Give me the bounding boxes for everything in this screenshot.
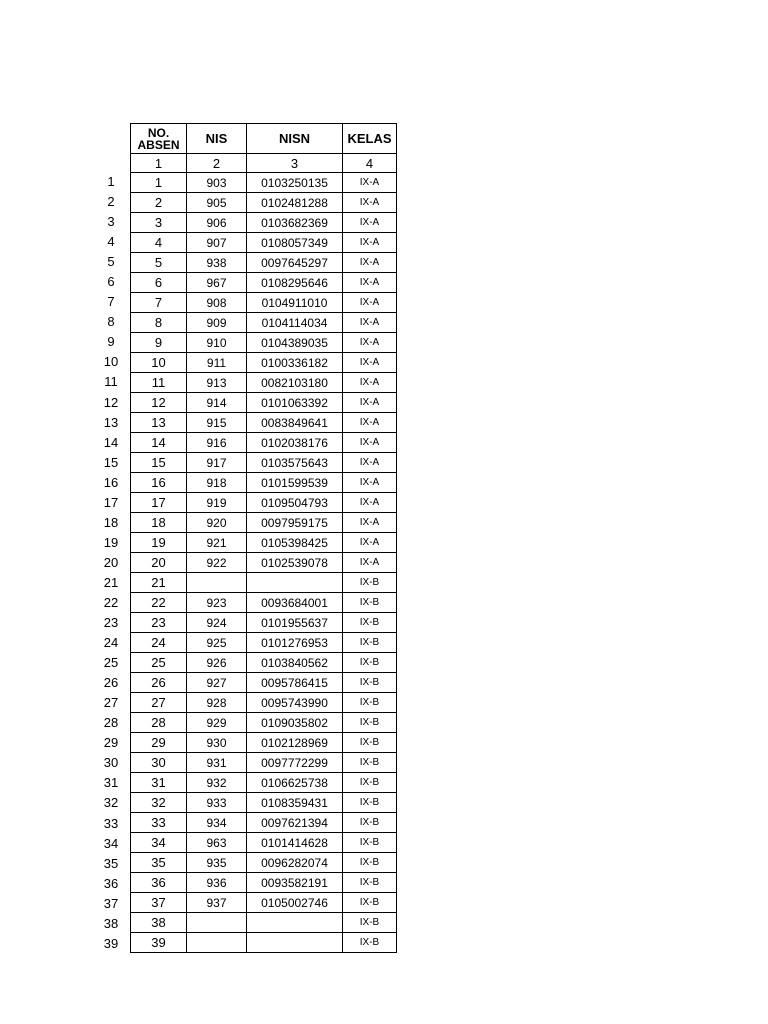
cell-no-absen: 21 <box>131 573 187 593</box>
column-number: 4 <box>343 154 397 173</box>
cell-no-absen: 26 <box>131 673 187 693</box>
row-number: 27 <box>103 695 119 711</box>
column-number: 3 <box>247 154 343 173</box>
row-number: 17 <box>103 494 119 510</box>
cell-nisn: 0083849641 <box>247 413 343 433</box>
row-number: 23 <box>103 615 119 631</box>
cell-kelas: IX-A <box>343 413 397 433</box>
row-number: 13 <box>103 414 119 430</box>
cell-nisn: 0102128969 <box>247 733 343 753</box>
cell-nisn: 0101414628 <box>247 833 343 853</box>
cell-no-absen: 18 <box>131 513 187 533</box>
row-number: 29 <box>103 735 119 751</box>
cell-kelas: IX-B <box>343 933 397 953</box>
table-row <box>131 793 397 813</box>
cell-nisn: 0102539078 <box>247 553 343 573</box>
cell-no-absen: 7 <box>131 293 187 313</box>
cell-nis: 903 <box>187 173 247 193</box>
table-row <box>131 253 397 273</box>
row-number: 18 <box>103 514 119 530</box>
table-row <box>131 853 397 873</box>
cell-nis: 936 <box>187 873 247 893</box>
row-number: 39 <box>103 935 119 951</box>
cell-no-absen: 8 <box>131 313 187 333</box>
cell-nisn: 0095743990 <box>247 693 343 713</box>
row-number: 24 <box>103 635 119 651</box>
cell-nis: 920 <box>187 513 247 533</box>
cell-nisn: 0104389035 <box>247 333 343 353</box>
cell-nis: 930 <box>187 733 247 753</box>
cell-no-absen: 33 <box>131 813 187 833</box>
row-number: 35 <box>103 855 119 871</box>
cell-kelas: IX-B <box>343 713 397 733</box>
row-number: 12 <box>103 394 119 410</box>
row-number: 21 <box>103 574 119 590</box>
table-row <box>131 393 397 413</box>
cell-nis: 927 <box>187 673 247 693</box>
table-row <box>131 813 397 833</box>
table-row <box>131 753 397 773</box>
cell-kelas: IX-B <box>343 693 397 713</box>
cell-nis: 910 <box>187 333 247 353</box>
cell-kelas: IX-B <box>343 673 397 693</box>
cell-kelas: IX-B <box>343 773 397 793</box>
cell-nis: 918 <box>187 473 247 493</box>
cell-kelas: IX-A <box>343 253 397 273</box>
cell-no-absen: 25 <box>131 653 187 673</box>
cell-no-absen: 2 <box>131 193 187 213</box>
cell-no-absen: 23 <box>131 613 187 633</box>
cell-nisn: 0102481288 <box>247 193 343 213</box>
cell-no-absen: 39 <box>131 933 187 953</box>
table-row <box>131 633 397 653</box>
cell-no-absen: 5 <box>131 253 187 273</box>
row-number: 16 <box>103 474 119 490</box>
cell-no-absen: 35 <box>131 853 187 873</box>
table-row <box>131 593 397 613</box>
cell-nisn: 0101063392 <box>247 393 343 413</box>
cell-no-absen: 6 <box>131 273 187 293</box>
cell-nisn: 0103840562 <box>247 653 343 673</box>
cell-nis: 937 <box>187 893 247 913</box>
cell-no-absen: 19 <box>131 533 187 553</box>
table-row <box>131 193 397 213</box>
table-row <box>131 513 397 533</box>
cell-kelas: IX-A <box>343 213 397 233</box>
table-row <box>131 173 397 193</box>
cell-nis: 933 <box>187 793 247 813</box>
row-number: 4 <box>107 234 115 250</box>
table-row <box>131 613 397 633</box>
cell-nisn: 0101955637 <box>247 613 343 633</box>
header-kelas: KELAS <box>343 124 397 154</box>
cell-kelas: IX-A <box>343 353 397 373</box>
cell-kelas: IX-A <box>343 173 397 193</box>
cell-kelas: IX-A <box>343 533 397 553</box>
cell-nisn: 0097645297 <box>247 253 343 273</box>
table-row <box>131 873 397 893</box>
cell-kelas: IX-B <box>343 893 397 913</box>
row-number: 32 <box>103 795 119 811</box>
cell-nis: 913 <box>187 373 247 393</box>
cell-no-absen: 3 <box>131 213 187 233</box>
cell-kelas: IX-B <box>343 913 397 933</box>
cell-kelas: IX-A <box>343 333 397 353</box>
row-number: 25 <box>103 655 119 671</box>
cell-nisn: 0097959175 <box>247 513 343 533</box>
cell-kelas: IX-A <box>343 473 397 493</box>
cell-kelas: IX-A <box>343 293 397 313</box>
row-number: 19 <box>103 534 119 550</box>
cell-nisn: 0095786415 <box>247 673 343 693</box>
row-number: 5 <box>107 254 115 270</box>
table-row <box>131 213 397 233</box>
table-row <box>131 353 397 373</box>
column-number: 1 <box>131 154 187 173</box>
row-number: 20 <box>103 554 119 570</box>
cell-no-absen: 13 <box>131 413 187 433</box>
cell-no-absen: 22 <box>131 593 187 613</box>
row-number: 33 <box>103 815 119 831</box>
cell-no-absen: 12 <box>131 393 187 413</box>
cell-nis: 916 <box>187 433 247 453</box>
cell-nis <box>187 933 247 953</box>
cell-nisn: 0102038176 <box>247 433 343 453</box>
cell-nis: 925 <box>187 633 247 653</box>
cell-nis <box>187 573 247 593</box>
row-number: 6 <box>107 274 115 290</box>
cell-kelas: IX-B <box>343 873 397 893</box>
cell-nis: 929 <box>187 713 247 733</box>
table-row <box>131 733 397 753</box>
table-row <box>131 233 397 253</box>
column-number-row <box>131 154 397 173</box>
cell-kelas: IX-A <box>343 453 397 473</box>
cell-nisn: 0097772299 <box>247 753 343 773</box>
cell-nis: 915 <box>187 413 247 433</box>
cell-no-absen: 20 <box>131 553 187 573</box>
cell-nisn: 0097621394 <box>247 813 343 833</box>
cell-no-absen: 14 <box>131 433 187 453</box>
cell-no-absen: 16 <box>131 473 187 493</box>
table-row <box>131 933 397 953</box>
cell-kelas: IX-A <box>343 313 397 333</box>
table-row <box>131 433 397 453</box>
cell-kelas: IX-B <box>343 833 397 853</box>
cell-nisn: 0104911010 <box>247 293 343 313</box>
cell-nis: 905 <box>187 193 247 213</box>
cell-nisn: 0108057349 <box>247 233 343 253</box>
cell-nisn: 0101599539 <box>247 473 343 493</box>
table-row <box>131 493 397 513</box>
cell-nis: 911 <box>187 353 247 373</box>
cell-kelas: IX-A <box>343 273 397 293</box>
cell-nis: 926 <box>187 653 247 673</box>
row-number: 38 <box>103 915 119 931</box>
cell-nis: 934 <box>187 813 247 833</box>
row-number: 11 <box>104 374 118 390</box>
cell-no-absen: 1 <box>131 173 187 193</box>
table-row <box>131 653 397 673</box>
cell-nis: 931 <box>187 753 247 773</box>
row-number-column <box>96 172 126 954</box>
cell-kelas: IX-B <box>343 793 397 813</box>
cell-nis: 919 <box>187 493 247 513</box>
table-row <box>131 533 397 553</box>
table-row <box>131 553 397 573</box>
cell-nis: 963 <box>187 833 247 853</box>
cell-nisn: 0103682369 <box>247 213 343 233</box>
cell-kelas: IX-B <box>343 733 397 753</box>
header-nis: NIS <box>187 124 247 154</box>
row-number: 31 <box>103 775 119 791</box>
cell-nisn: 0103250135 <box>247 173 343 193</box>
cell-no-absen: 38 <box>131 913 187 933</box>
cell-kelas: IX-A <box>343 433 397 453</box>
cell-kelas: IX-A <box>343 233 397 253</box>
row-number: 3 <box>107 214 115 230</box>
cell-kelas: IX-B <box>343 613 397 633</box>
table-row <box>131 773 397 793</box>
cell-nisn: 0082103180 <box>247 373 343 393</box>
row-number: 37 <box>103 895 119 911</box>
header-row <box>131 124 397 154</box>
cell-nisn: 0103575643 <box>247 453 343 473</box>
row-number: 8 <box>107 314 115 330</box>
cell-kelas: IX-A <box>343 393 397 413</box>
cell-kelas: IX-A <box>343 553 397 573</box>
row-number: 26 <box>103 675 119 691</box>
table-row <box>131 313 397 333</box>
cell-nis: 935 <box>187 853 247 873</box>
cell-kelas: IX-B <box>343 573 397 593</box>
cell-nisn <box>247 933 343 953</box>
cell-no-absen: 32 <box>131 793 187 813</box>
cell-no-absen: 24 <box>131 633 187 653</box>
cell-no-absen: 29 <box>131 733 187 753</box>
cell-kelas: IX-A <box>343 513 397 533</box>
cell-no-absen: 17 <box>131 493 187 513</box>
cell-kelas: IX-B <box>343 853 397 873</box>
table-row <box>131 473 397 493</box>
table-row <box>131 333 397 353</box>
header-no-absen-line2: ABSEN <box>137 137 180 152</box>
cell-nisn: 0105002746 <box>247 893 343 913</box>
cell-nisn: 0108295646 <box>247 273 343 293</box>
table-row <box>131 673 397 693</box>
cell-nisn: 0101276953 <box>247 633 343 653</box>
student-roster-table <box>130 123 397 953</box>
row-number: 15 <box>103 454 119 470</box>
cell-no-absen: 28 <box>131 713 187 733</box>
row-number: 34 <box>103 835 119 851</box>
table-row <box>131 453 397 473</box>
cell-no-absen: 4 <box>131 233 187 253</box>
row-number: 22 <box>103 594 119 610</box>
cell-no-absen: 11 <box>131 373 187 393</box>
cell-nis: 909 <box>187 313 247 333</box>
header-no-absen-line1: NO. <box>147 125 170 140</box>
table-row <box>131 893 397 913</box>
cell-nis: 967 <box>187 273 247 293</box>
table-row <box>131 293 397 313</box>
cell-nisn: 0100336182 <box>247 353 343 373</box>
column-number: 2 <box>187 154 247 173</box>
cell-no-absen: 37 <box>131 893 187 913</box>
cell-nis: 917 <box>187 453 247 473</box>
table-row <box>131 413 397 433</box>
row-number: 2 <box>107 194 115 210</box>
cell-nisn: 0108359431 <box>247 793 343 813</box>
header-nisn: NISN <box>247 124 343 154</box>
table-body <box>131 173 397 953</box>
cell-no-absen: 15 <box>131 453 187 473</box>
row-number: 7 <box>107 294 115 310</box>
row-number: 10 <box>103 354 119 370</box>
cell-nis: 928 <box>187 693 247 713</box>
cell-no-absen: 36 <box>131 873 187 893</box>
cell-nis: 932 <box>187 773 247 793</box>
cell-nis: 921 <box>187 533 247 553</box>
cell-kelas: IX-A <box>343 493 397 513</box>
cell-nis: 938 <box>187 253 247 273</box>
cell-nis: 908 <box>187 293 247 313</box>
cell-no-absen: 31 <box>131 773 187 793</box>
row-number: 1 <box>107 174 115 189</box>
cell-no-absen: 9 <box>131 333 187 353</box>
cell-kelas: IX-B <box>343 653 397 673</box>
cell-nisn: 0105398425 <box>247 533 343 553</box>
cell-nisn: 0093684001 <box>247 593 343 613</box>
row-number: 9 <box>107 334 115 350</box>
cell-kelas: IX-B <box>343 813 397 833</box>
cell-nisn: 0096282074 <box>247 853 343 873</box>
cell-no-absen: 30 <box>131 753 187 773</box>
table-row <box>131 373 397 393</box>
table-row <box>131 713 397 733</box>
row-number: 36 <box>103 875 119 891</box>
table-header <box>131 124 397 173</box>
cell-kelas: IX-A <box>343 373 397 393</box>
cell-nis: 906 <box>187 213 247 233</box>
header-no-absen <box>131 124 187 154</box>
table-row <box>131 693 397 713</box>
cell-nisn <box>247 573 343 593</box>
cell-nisn: 0104114034 <box>247 313 343 333</box>
cell-nisn: 0106625738 <box>247 773 343 793</box>
table-row <box>131 273 397 293</box>
table-row <box>131 573 397 593</box>
cell-kelas: IX-B <box>343 593 397 613</box>
cell-nis: 923 <box>187 593 247 613</box>
row-number: 30 <box>103 755 119 771</box>
cell-nis: 907 <box>187 233 247 253</box>
cell-no-absen: 10 <box>131 353 187 373</box>
cell-no-absen: 34 <box>131 833 187 853</box>
cell-nis <box>187 913 247 933</box>
cell-nis: 922 <box>187 553 247 573</box>
row-number: 14 <box>103 434 119 450</box>
row-number: 28 <box>103 715 119 731</box>
table-row <box>131 913 397 933</box>
cell-nisn: 0109035802 <box>247 713 343 733</box>
cell-nisn: 0109504793 <box>247 493 343 513</box>
cell-nis: 914 <box>187 393 247 413</box>
cell-nisn: 0093582191 <box>247 873 343 893</box>
cell-kelas: IX-B <box>343 753 397 773</box>
cell-kelas: IX-A <box>343 193 397 213</box>
cell-kelas: IX-B <box>343 633 397 653</box>
cell-no-absen: 27 <box>131 693 187 713</box>
cell-nisn <box>247 913 343 933</box>
table-row <box>131 833 397 853</box>
cell-nis: 924 <box>187 613 247 633</box>
